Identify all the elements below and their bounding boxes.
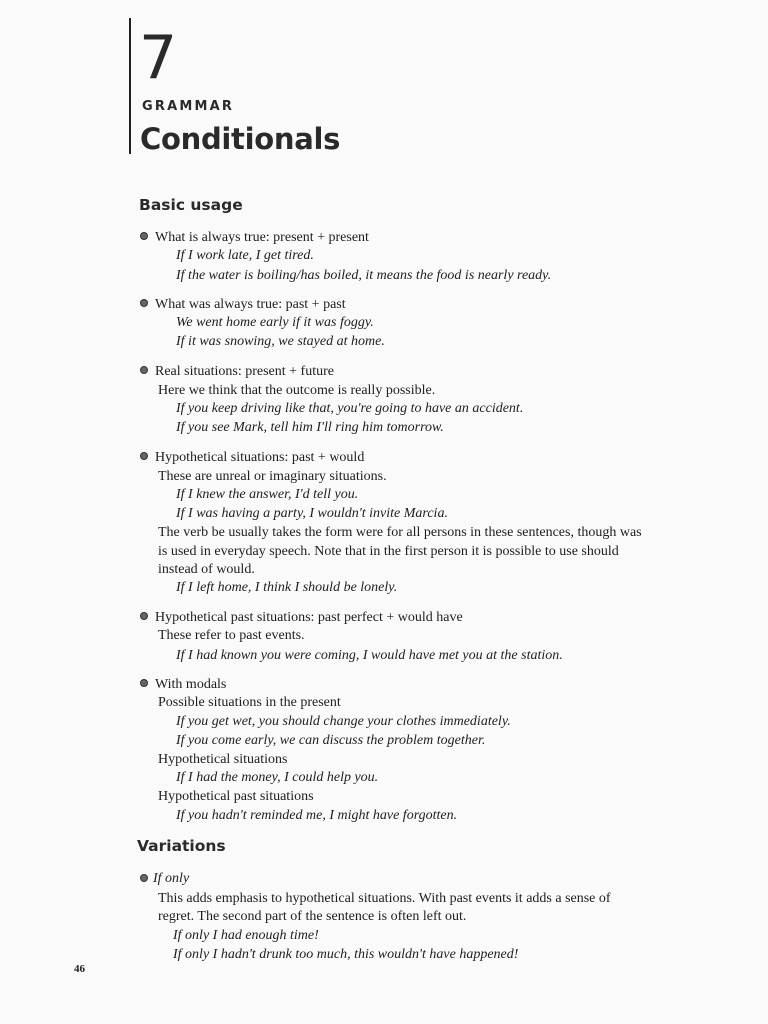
example-line: If I had known you were coming, I would have met you at the station. xyxy=(176,648,563,663)
explanation-line: The verb be usually takes the form were for all persons in these sentences, though was xyxy=(158,525,642,540)
explanation-line: This adds emphasis to hypothetical situations. With past events it adds a sense of xyxy=(158,891,611,906)
example-line: If you come early, we can discuss the problem together. xyxy=(176,733,486,748)
block-title: What was always true: past + past xyxy=(155,297,346,312)
explanation-line: instead of would. xyxy=(158,562,255,577)
example-line: If only I had enough time! xyxy=(173,928,319,943)
example-line: If the water is boiling/has boiled, it means the food is nearly ready. xyxy=(176,268,552,283)
example-line: If you get wet, you should change your clothes immediately. xyxy=(176,714,511,729)
example-line: If I was having a party, I wouldn't invite Marcia. xyxy=(176,506,448,521)
bullet-icon xyxy=(140,679,148,687)
explanation-line: Hypothetical past situations xyxy=(158,789,314,804)
unit-number: 7 xyxy=(139,23,178,93)
explanation-line: is used in everyday speech. Note that in the first person it is possible to use should xyxy=(158,544,619,559)
bullet-icon xyxy=(140,232,148,240)
section-heading-variations: Variations xyxy=(137,837,226,855)
block-title: With modals xyxy=(155,677,227,692)
block-title: What is always true: present + present xyxy=(155,230,369,245)
example-line: If only I hadn't drunk too much, this wouldn't have happened! xyxy=(173,947,519,962)
bullet-icon xyxy=(140,366,148,374)
section-heading-basic-usage: Basic usage xyxy=(139,196,243,214)
explanation-line: These refer to past events. xyxy=(158,628,305,643)
page-title: Conditionals xyxy=(140,122,341,156)
unit-label: GRAMMAR xyxy=(142,99,235,114)
example-line: If you keep driving like that, you're going to have an accident. xyxy=(176,401,524,416)
explanation-line: These are unreal or imaginary situations. xyxy=(158,469,387,484)
bullet-icon xyxy=(140,452,148,460)
page-number: 46 xyxy=(74,963,85,975)
example-line: We went home early if it was foggy. xyxy=(176,315,374,330)
explanation-line: regret. The second part of the sentence is often left out. xyxy=(158,909,467,924)
example-line: If I left home, I think I should be lonely. xyxy=(176,580,398,595)
block-title: Hypothetical situations: past + would xyxy=(155,450,365,465)
bullet-icon xyxy=(140,612,148,620)
example-line: If it was snowing, we stayed at home. xyxy=(176,334,385,349)
block-title: If only xyxy=(153,871,190,886)
block-title: Real situations: present + future xyxy=(155,364,334,379)
example-line: If you hadn't reminded me, I might have forgotten. xyxy=(176,808,458,823)
example-line: If I knew the answer, I'd tell you. xyxy=(176,487,359,502)
block-title: Hypothetical past situations: past perfect + would have xyxy=(155,610,463,625)
example-line: If you see Mark, tell him I'll ring him tomorrow. xyxy=(176,420,444,435)
bullet-icon xyxy=(140,299,148,307)
explanation-line: Hypothetical situations xyxy=(158,752,288,767)
header-rule xyxy=(129,18,131,154)
explanation-line: Possible situations in the present xyxy=(158,695,341,710)
bullet-icon xyxy=(140,874,148,882)
example-line: If I work late, I get tired. xyxy=(176,248,314,263)
explanation-line: Here we think that the outcome is really possible. xyxy=(158,383,436,398)
example-line: If I had the money, I could help you. xyxy=(176,770,379,785)
